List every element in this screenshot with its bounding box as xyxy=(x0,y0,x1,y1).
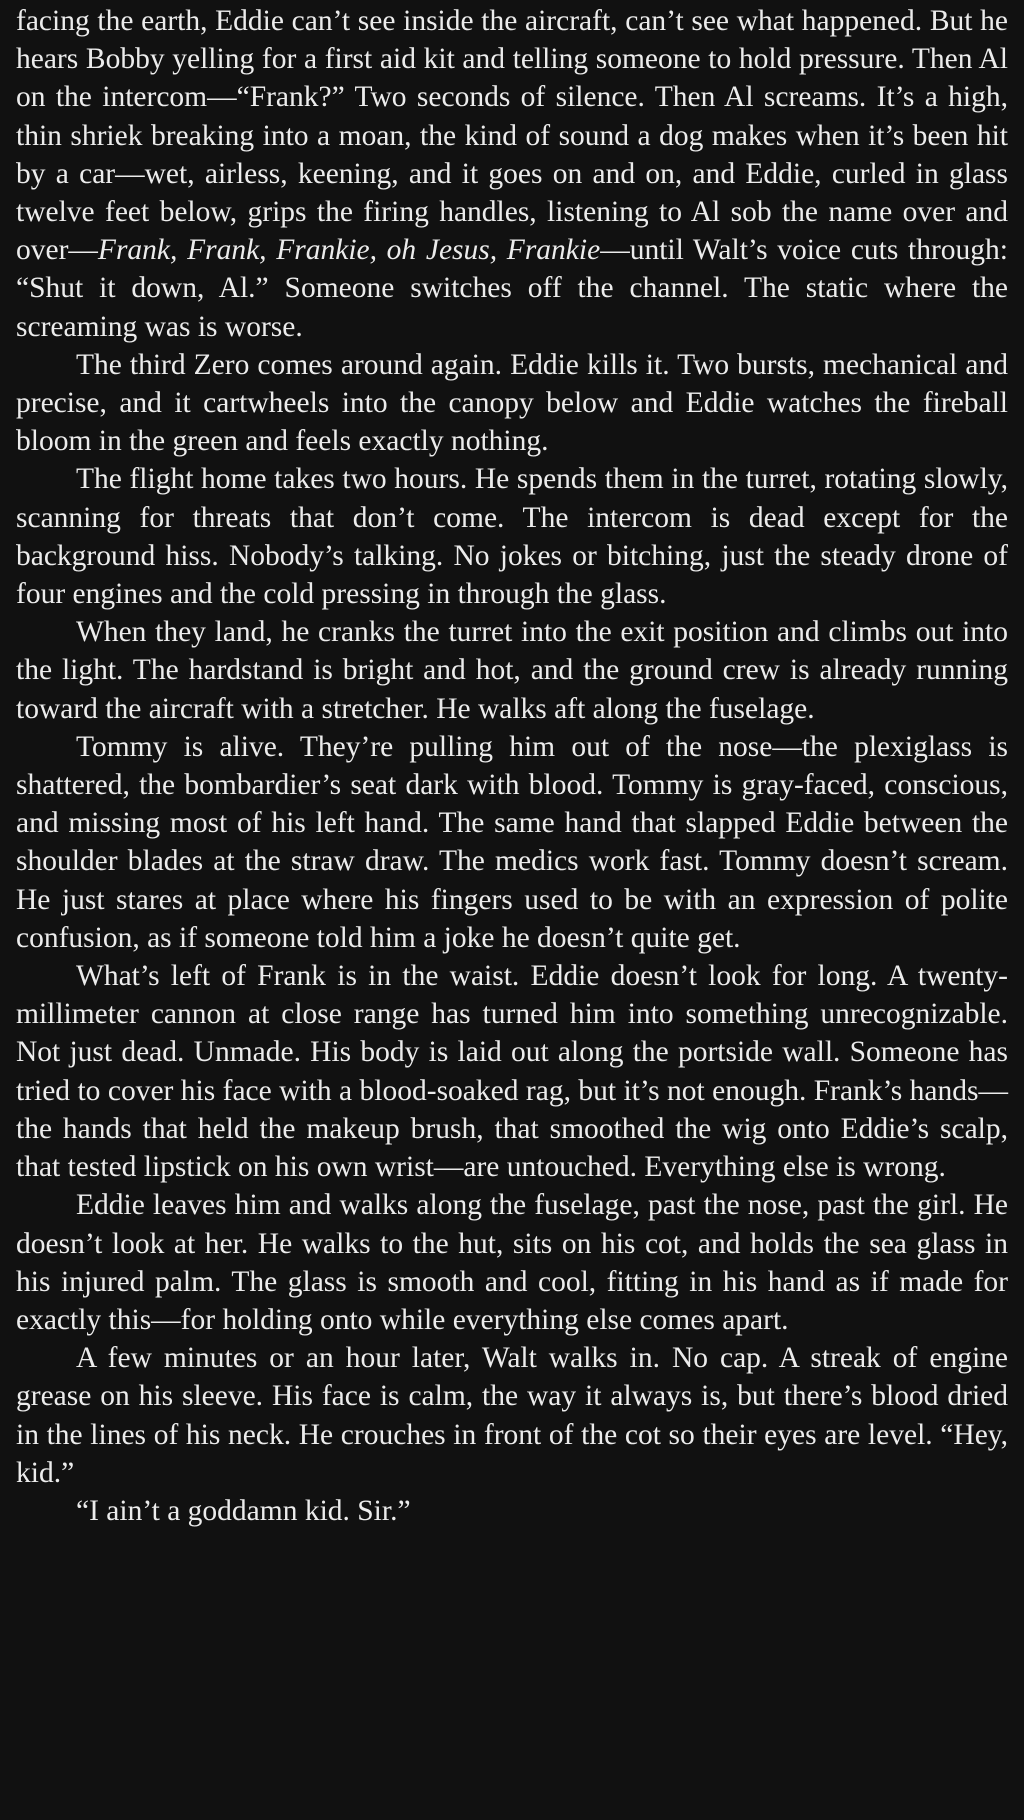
paragraph-8: A few minutes or an hour later, Walt walks in. No cap. A streak of engine grease on his sleeve. His face is calm, the way it always is, but there’s blood dried in the lines of his neck. He crouches in front of the cot so their eyes are level. “Hey, kid.” xyxy=(16,1342,1008,1489)
paragraph-3: The flight home takes two hours. He spends them in the turret, rotating slowly, scanning for threats that don’t come. The intercom is dead except for the background hiss. Nobody’s talking. No jokes or bitching, just the steady drone of four engines and the cold pressing in through the glass. xyxy=(16,463,1008,611)
paragraph-4: When they land, he cranks the turret into the exit position and climbs out into the light. The hardstand is bright and hot, and the ground crew is already running toward the aircraft with a stretcher. He walks aft along the fuselage. xyxy=(16,616,1008,725)
paragraph-1-part-1: facing the earth, Eddie can’t see inside the aircraft, can’t see what happened. But he hears Bobby yelling for a first aid kit and telling someone to hold pressure. Then Al on the intercom—“Frank?” Two seconds of silence. Then Al screams. It’s a high, thin shriek breaking into a moan, the kind of sound a dog makes when it’s been hit by a car—wet, airless, keening, and it goes on and on, and Eddie, curled in glass twelve feet below, grips the firing handles, listening to Al sob the name over and over— xyxy=(16,5,1008,267)
paragraph-6: What’s left of Frank is in the waist. Eddie doesn’t look for long. A twenty-millimeter cannon at close range has turned him into something unrecognizable. Not just dead. Unmade. His body is laid out along the portside wall. Someone has tried to cover his face with a blood-soaked rag, but it’s not enough. Frank’s hands—the hands that held the makeup brush, that smoothed the wig onto Eddie’s scalp, that tested lipstick on his own wrist—are untouched. Everything else is wrong. xyxy=(16,960,1008,1184)
paragraph-5: Tommy is alive. They’re pulling him out of the nose—the plexiglass is shattered, the bombardier’s seat dark with blood. Tommy is gray-faced, conscious, and missing most of his left hand. The same hand that slapped Eddie between the shoulder blades at the straw draw. The medics work fast. Tommy doesn’t scream. He just stares at place where his fingers used to be with an expression of polite confusion, as if someone told him a joke he doesn’t quite get. xyxy=(16,730,1008,954)
paragraph-9: “I ain’t a goddamn kid. Sir.” xyxy=(76,1494,411,1527)
paragraph-1-part-3: —until Walt’s voice cuts through: “Shut it down, Al.” Someone switches off the channel. The static where the screaming was is worse. xyxy=(16,234,1008,343)
paragraph-2: The third Zero comes around again. Eddie kills it. Two bursts, mechanical and precise, and it cartwheels into the canopy below and Eddie watches the fireball bloom in the green and feels exactly nothing. xyxy=(16,348,1008,458)
paragraph-7: Eddie leaves him and walks along the fuselage, past the nose, past the girl. He doesn’t look at her. He walks to the hut, sits on his cot, and holds the sea glass in his injured palm. The glass is smooth and cool, fitting in his hand as if made for exactly this—for holding onto while everything else comes apart. xyxy=(16,1189,1008,1336)
paragraph-1 xyxy=(16,2,1008,346)
paragraph-1-italic-names: Frank, Frank, Frankie, oh Jesus, Frankie xyxy=(97,234,601,267)
